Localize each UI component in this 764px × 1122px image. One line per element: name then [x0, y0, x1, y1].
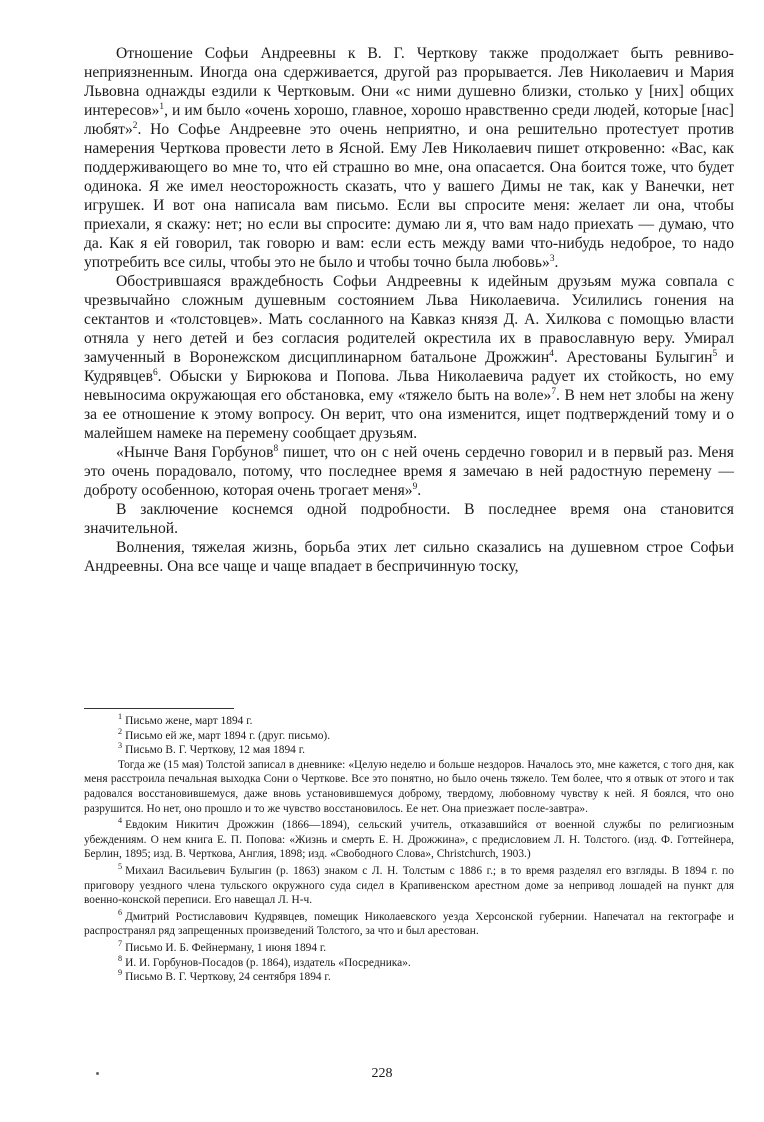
footnote-number: 4 [118, 816, 123, 826]
footnote-number: 9 [118, 968, 123, 978]
footnote-text: Письмо В. Г. Черткову, 12 мая 1894 г. [125, 744, 305, 757]
footnote-ref-3: 3 [549, 253, 555, 264]
footnote-text: Письмо И. Б. Фейнерману, 1 июня 1894 г. [125, 941, 327, 954]
footnote-ref-8: 8 [273, 443, 279, 454]
paragraph-1 [84, 44, 734, 272]
text-run: . Обыски у Бирюкова и Попова. Льва Николаевича радует их стойкость, но ему невыносима окружающая его обстановка, ему «тяжело быть на воле» [84, 368, 734, 404]
footnote-text: Евдоким Никитич Дрожжин (1866—1894), сельский учитель, отказавшийся от военной службы по религиозным убеждениям. О нем книга Е. П. Попова: «Жизнь и смерть Е. Н. Дрожжина», с предисловием Л. Н. Толстого. (изд. Ф. Готтейнера, Берлин, 1895; изд. В. Черткова, Англия, 1898; изд. «Свободного Слова», Christchurch, 1903.) [84, 819, 734, 861]
footnote-ref-7: 7 [551, 386, 556, 397]
paragraph-4: В заключение коснемся одной подробности. В последнее время она становится значительной. [84, 501, 734, 537]
footnote-text: Письмо жене, март 1894 г. [125, 715, 253, 727]
paragraph-2 [84, 272, 734, 443]
footnote-2 [84, 726, 734, 744]
text-run: . Арестованы Булыгин [553, 349, 713, 366]
text-run: «Нынче Ваня Горбунов [116, 444, 274, 461]
footnote-7 [84, 941, 734, 956]
footnote-number: 1 [118, 712, 123, 722]
paragraph-5: Волнения, тяжелая жизнь, борьба этих лет сильно сказались на душевном строе Софьи Андреевны. Она все чаще и чаще впадает в беспричинную тоску, [84, 539, 734, 575]
footnote-4 [84, 818, 734, 862]
footnote-number: 6 [118, 907, 123, 917]
footnote-text: Письмо ей же, март 1894 г. (друг. письмо). [125, 729, 331, 742]
footnote-ref-6: 6 [152, 367, 158, 378]
main-text [84, 44, 734, 576]
footnote-text: Михаил Васильевич Булыгин (р. 1863) знаком с Л. Н. Толстым с 1886 г.; в то время разделял его взгляды. В 1894 г. по приговору уездного члена тульского окружного суда сидел в Крапивенском арестном доме за непривод лошадей на пункт для военно-конской переписи. Его навещал Л. Н-ч. [84, 864, 734, 907]
text-run: . [554, 254, 559, 271]
footnote-number: 3 [118, 741, 123, 751]
footnote-3-continuation: Тогда же (15 мая) Толстой записал в дневнике: «Целую неделю и больше нездоров. Началось это, мне кажется, с того дня, как меня расстроила печальная выходка Сони о Черткове. Все это понятно, но было очень тяжело. Тем более, что я отвык от этого и так радовался восстановившемуся, даже вновь установившемуся доброму, твердому, любовному чувству к ней. Я боялся, что оно разрушится. Но нет, оно прошло и то же чувство восстановилось. Ее нет. Она приезжает после-завтра». [84, 758, 734, 815]
footnote-text: Письмо В. Г. Черткову, 24 сентября 1894 г. [125, 971, 331, 984]
footnote-divider [84, 708, 234, 709]
footnote-3 [84, 743, 734, 758]
footnote-text: И. И. Горбунов-Посадов (р. 1864), издатель «Посредника». [125, 956, 411, 969]
footnote-ref-9: 9 [412, 481, 418, 492]
footnote-text: Дмитрий Ростиславович Кудрявцев, помещик Николаевского уезда Херсонской губернии. Напечатал на гектографе и распространял ряд запрещенных произведений Толстого, за что и был арестован. [84, 910, 734, 938]
footnote-number: 8 [118, 953, 123, 963]
text-run: . [417, 482, 422, 499]
text-run: Обострившаяся враждебность Софьи Андреевны к идейным друзьям мужа совпала с чрезвычайно сложным душевным состоянием Льва Николаевича. Усилились гонения на сектантов и «толстовцев». Мать сосланного на Кавказ князя Д. А. Хилкова с помощью власти отняла у него детей и без согласия родителей окрестила их в православную веру. Умирал замученный в Воронежском дисциплинарном батальоне Дрожжин [84, 273, 734, 366]
footnote-ref-1: 1 [159, 101, 165, 112]
text-run: Отношение Софьи Андреевны к В. Г. Черткову также продолжает быть ревниво-неприязненным. Иногда она сдерживается, другой раз прорывается. Лев Николаевич и Мария Львовна однажды ездили к Чертковым. Они «с ними душевно близки, столько у [них] общих интересов» [84, 45, 734, 119]
footnote-8 [84, 953, 734, 971]
footnote-ref-5: 5 [712, 348, 718, 359]
footnote-ref-4: 4 [549, 348, 554, 359]
text-run: . Но Софье Андреевне это очень неприятно, и она решительно протестует против намерения Черткова провести лето в Ясной. Ему Лев Николаевич пишет откровенно: «Вас, как поддерживающего во мне то, что ей страшно во мне, она опасается. Она боится тоже, что будет одинока. Я же имел неосторожность сказать, что у вашего Димы не так, как у Ванечки, нет игрушек. И вот она написала вам письмо. Если вы спросите меня: желает ли она, чтобы приехали, я скажу: нет; но если вы спросите: думаю ли я, что вам надо приехать — думаю, что да. Как я ей говорил, так говорю и вам: если есть между вами что-нибудь недоброе, то надо употребить все силы, чтобы это не было и чтобы точно была любовь» [84, 121, 734, 271]
text-run: и Кудрявцев [84, 349, 734, 385]
paragraph-3 [84, 443, 734, 500]
footnotes [84, 714, 734, 985]
text-run: пишет, что он с ней очень сердечно говорил и в первый раз. Меня это очень порадовало, потому, что последнее время я замечаю в ней радостную перемену — доброту особенною, которая очень трогает меня» [84, 444, 734, 499]
footnote-1 [84, 714, 734, 729]
footnote-9 [84, 970, 734, 985]
footnote-number: 5 [118, 862, 123, 872]
page-number: 228 [371, 1066, 393, 1081]
footnote-6 [84, 907, 734, 939]
footnote-ref-2: 2 [132, 120, 138, 131]
text-run: , и им было «очень хорошо, главное, хорошо нравственно среди людей, которые [нас] любят» [84, 102, 734, 138]
footnote-number: 2 [118, 726, 123, 736]
text-run: . В нем нет злобы на жену за ее отношение к этому вопросу. Он верит, что она изменится, ищет подтверждений тому и о малейшем намеке на перемену сообщает друзьям. [84, 387, 734, 442]
footnote-5 [84, 864, 734, 908]
footnote-number: 7 [118, 939, 123, 949]
